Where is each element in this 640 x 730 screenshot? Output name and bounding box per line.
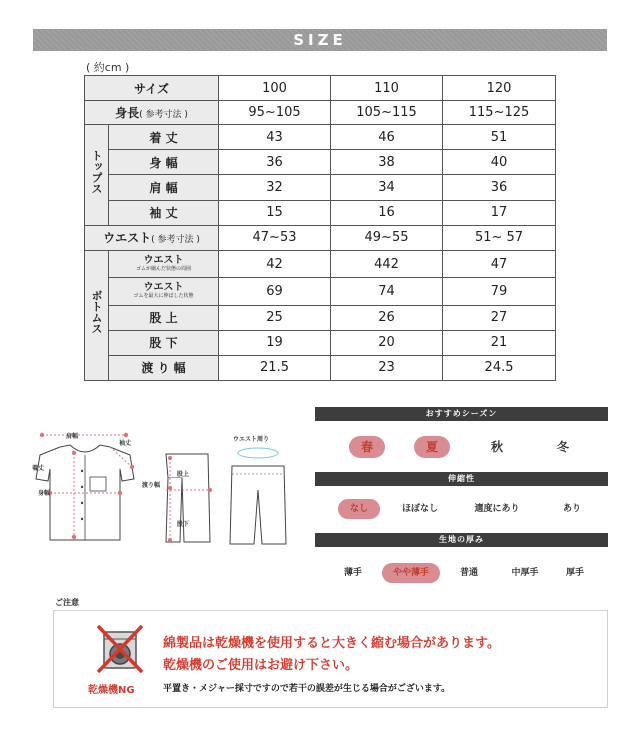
thickness-bar: 生地の厚み (315, 533, 608, 547)
tops-row-label: 肩 幅 (109, 175, 219, 200)
dryer-ng-icon (96, 624, 144, 674)
bottoms-value: 79 (443, 278, 556, 305)
tops-value: 38 (331, 150, 443, 175)
tops-group-label: トップス (85, 125, 109, 226)
thickness-option: 厚手 (565, 568, 584, 578)
size-banner: SIZE (33, 29, 607, 51)
tops-value: 46 (331, 125, 443, 150)
shorts-front-diagram (226, 444, 290, 548)
season-option: 秋 (490, 440, 503, 454)
tops-value: 43 (219, 125, 331, 150)
tops-value: 36 (443, 175, 556, 200)
height-value: 105~115 (331, 101, 443, 125)
sleeve-label: 袖丈 (119, 440, 132, 447)
size-header: 120 (443, 76, 556, 101)
warning-line-1: 綿製品は乾燥機を使用すると大きく縮む場合があります。 (163, 636, 500, 651)
bottoms-value: 442 (331, 250, 443, 277)
bottoms-row-label: 股 下 (109, 330, 219, 355)
size-table (84, 75, 556, 381)
waist-around-label: ウエスト周り (233, 436, 270, 443)
waist-label: ウエスト( 参考寸法 ) (85, 225, 219, 250)
tops-value: 15 (219, 200, 331, 225)
stretch-bar: 伸縮性 (315, 472, 608, 486)
dryer-ng-label: 乾燥機NG (88, 685, 135, 696)
thickness-option: 中厚手 (511, 568, 539, 578)
height-value: 115~125 (443, 101, 556, 125)
length-label: 着丈 (32, 465, 45, 472)
tops-value: 34 (331, 175, 443, 200)
tops-value: 16 (331, 200, 443, 225)
season-option-selected: 夏 (414, 436, 450, 458)
bottoms-value: 21 (443, 330, 556, 355)
season-option-selected: 春 (349, 436, 385, 458)
unit-note: ( 約cm ) (86, 61, 130, 74)
warning-line-2: 乾燥機のご使用はお避け下さい。 (163, 658, 359, 673)
bottoms-value: 27 (443, 305, 556, 330)
waist-stretched-label: ウエスト ゴムを最大に伸ばした状態 (109, 278, 219, 305)
shoulder-label: 肩幅 (66, 433, 79, 440)
season-option: 冬 (556, 440, 569, 454)
tops-value: 36 (219, 150, 331, 175)
bottoms-value: 25 (219, 305, 331, 330)
body-width-label: 身幅 (38, 490, 51, 497)
notes-title: ご注意 (55, 598, 79, 607)
waist-relaxed-label: ウエスト ゴムが縮んだ状態の周囲 (109, 250, 219, 277)
height-label: 身長( 参考寸法 ) (85, 101, 219, 125)
size-header: 100 (219, 76, 331, 101)
tops-row-label: 着 丈 (109, 125, 219, 150)
thickness-option-selected: やや薄手 (382, 563, 440, 583)
bottoms-value: 19 (219, 330, 331, 355)
size-header: 110 (331, 76, 443, 101)
bottoms-value: 74 (331, 278, 443, 305)
tops-value: 17 (443, 200, 556, 225)
bottoms-value: 69 (219, 278, 331, 305)
thigh-label: 渡り幅 (142, 482, 161, 489)
bottoms-value: 23 (331, 355, 443, 380)
bottoms-group-label: ボトムス (85, 250, 109, 380)
rise-label: 股上 (177, 471, 190, 478)
stretch-option: 適度にあり (474, 504, 520, 514)
stretch-option: ほぼなし (401, 504, 438, 514)
season-bar: おすすめシーズン (315, 407, 608, 421)
waist-value: 47~53 (219, 225, 331, 250)
tops-value: 32 (219, 175, 331, 200)
height-value: 95~105 (219, 101, 331, 125)
tops-value: 51 (443, 125, 556, 150)
bottoms-value: 47 (443, 250, 556, 277)
bottoms-value: 20 (331, 330, 443, 355)
bottoms-row-label: 渡 り 幅 (109, 355, 219, 380)
tops-row-label: 身 幅 (109, 150, 219, 175)
tops-value: 40 (443, 150, 556, 175)
size-header-label: サイズ (85, 76, 219, 101)
bottoms-row-label: 股 上 (109, 305, 219, 330)
thickness-option: 普通 (459, 568, 478, 578)
inseam-label: 股下 (177, 521, 190, 528)
bottoms-value: 26 (331, 305, 443, 330)
thickness-option: 薄手 (343, 568, 362, 578)
waist-value: 49~55 (331, 225, 443, 250)
tops-row-label: 袖 丈 (109, 200, 219, 225)
bottoms-value: 42 (219, 250, 331, 277)
bottoms-value: 21.5 (219, 355, 331, 380)
shorts-side-diagram (158, 448, 218, 548)
stretch-option: あり (562, 504, 581, 514)
bottoms-value: 24.5 (443, 355, 556, 380)
waist-value: 51~ 57 (443, 225, 556, 250)
stretch-option-selected: なし (338, 499, 380, 519)
measurement-note: 平置き・メジャー採寸ですので若干の誤差が生じる場合がございます。 (163, 684, 451, 694)
